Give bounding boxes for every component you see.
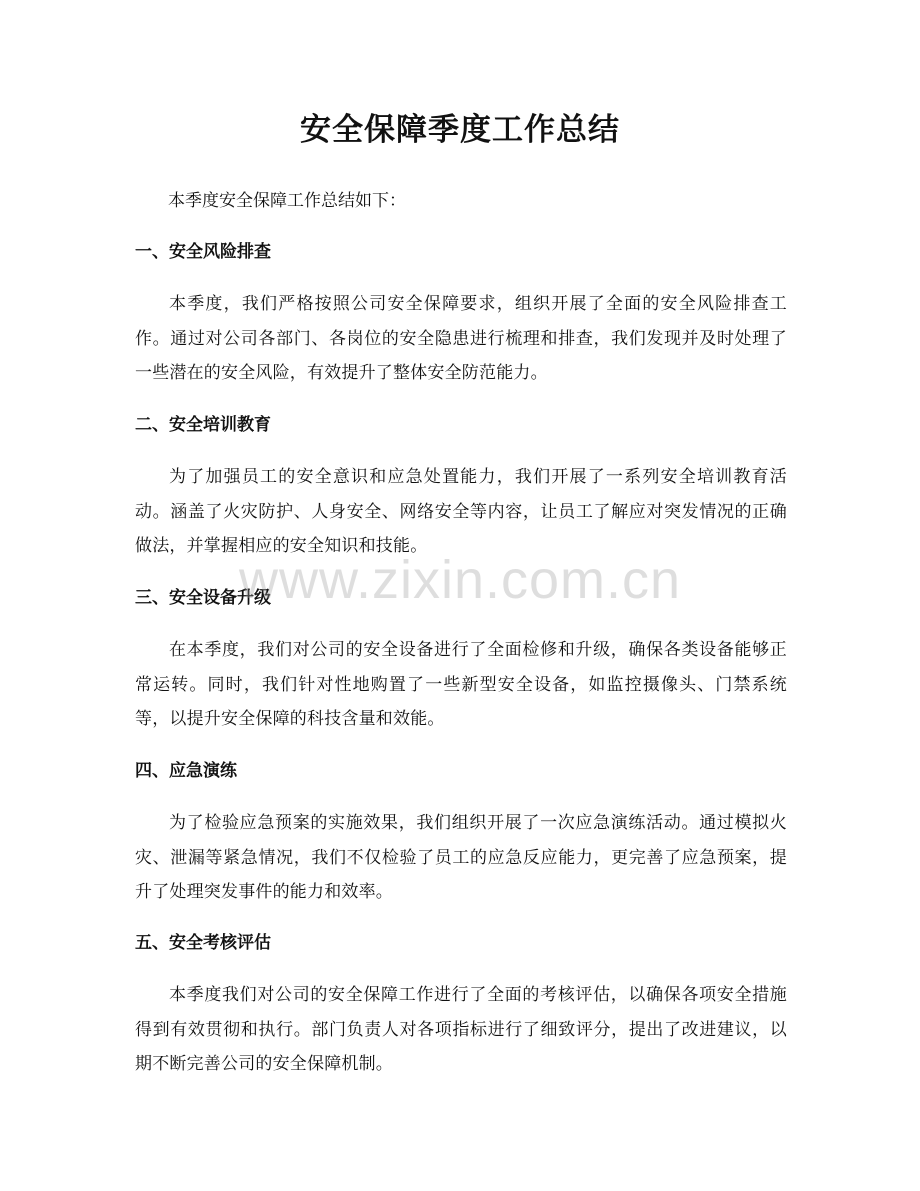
- watermark: www.zixin.com.cn: [238, 550, 682, 610]
- section-heading: 四、应急演练: [135, 761, 237, 781]
- section-heading: 一、安全风险排查: [135, 242, 271, 262]
- section-body: 为了检验应急预案的实施效果，我们组织开展了一次应急演练活动。通过模拟火灾、泄漏等紧急情况，我们不仅检验了员工的应急反应能力，更完善了应急预案，提升了处理突发事件的能力和效率。: [135, 813, 787, 902]
- section-heading: 五、安全考核评估: [135, 933, 271, 953]
- intro-paragraph: 本季度安全保障工作总结如下：: [168, 191, 406, 211]
- section-heading: 三、安全设备升级: [135, 588, 271, 608]
- section-equipment: [135, 583, 787, 737]
- section-body: 在本季度，我们对公司的安全设备进行了全面检修和升级，确保各类设备能够正常运转。同时，我们针对性地购置了一些新型安全设备，如监控摄像头、门禁系统等，以提升安全保障的科技含量和效能。: [135, 640, 787, 729]
- section-training: [135, 410, 787, 564]
- section-body: 本季度我们对公司的安全保障工作进行了全面的考核评估，以确保各项安全措施得到有效贯彻和执行。部门负责人对各项指标进行了细致评分，提出了改进建议，以期不断完善公司的安全保障机制。: [135, 985, 787, 1074]
- section-body: 本季度，我们严格按照公司安全保障要求，组织开展了全面的安全风险排查工作。通过对公司各部门、各岗位的安全隐患进行梳理和排查，我们发现并及时处理了一些潜在的安全风险，有效提升了整体安全防范能力。: [135, 294, 787, 383]
- document-title: 安全保障季度工作总结: [300, 112, 620, 148]
- section-assessment: [135, 928, 787, 1082]
- section-emergency-drill: [135, 756, 787, 910]
- section-heading: 二、安全培训教育: [135, 415, 271, 435]
- section-body: 为了加强员工的安全意识和应急处置能力，我们开展了一系列安全培训教育活动。涵盖了火灾防护、人身安全、网络安全等内容，让员工了解应对突发情况的正确做法，并掌握相应的安全知识和技能。: [135, 467, 787, 556]
- section-risk-check: [135, 237, 787, 391]
